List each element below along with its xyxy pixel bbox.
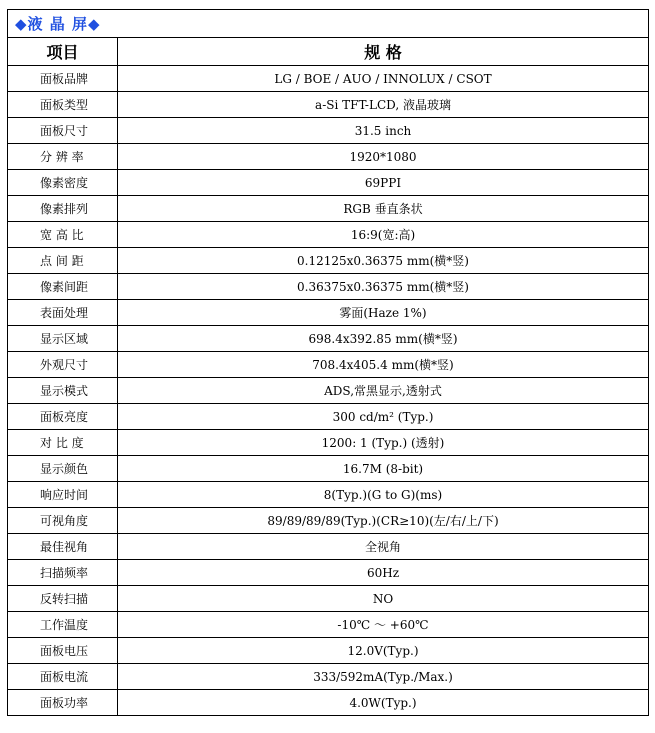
- table-row: [8, 690, 649, 716]
- spec-value: 16:9(宽:高): [118, 222, 649, 248]
- spec-label: 对 比 度: [8, 430, 118, 456]
- table-row: [8, 664, 649, 690]
- spec-value: 0.36375x0.36375 mm(横*竖): [118, 274, 649, 300]
- spec-value: 16.7M (8-bit): [118, 456, 649, 482]
- spec-value: 1920*1080: [118, 144, 649, 170]
- spec-value: 全视角: [118, 534, 649, 560]
- spec-value: 8(Typ.)(G to G)(ms): [118, 482, 649, 508]
- spec-label: 表面处理: [8, 300, 118, 326]
- table-row: [8, 586, 649, 612]
- spec-label: 面板品牌: [8, 66, 118, 92]
- spec-value: 0.12125x0.36375 mm(横*竖): [118, 248, 649, 274]
- spec-label: 面板功率: [8, 690, 118, 716]
- header-item: 项目: [8, 38, 118, 66]
- spec-value: 60Hz: [118, 560, 649, 586]
- spec-label: 显示模式: [8, 378, 118, 404]
- table-row: [8, 508, 649, 534]
- spec-label: 可视角度: [8, 508, 118, 534]
- spec-value: 12.0V(Typ.): [118, 638, 649, 664]
- spec-label: 宽 高 比: [8, 222, 118, 248]
- spec-label: 面板电压: [8, 638, 118, 664]
- spec-label: 工作温度: [8, 612, 118, 638]
- spec-value: 698.4x392.85 mm(横*竖): [118, 326, 649, 352]
- spec-value: 708.4x405.4 mm(横*竖): [118, 352, 649, 378]
- spec-value: 89/89/89/89(Typ.)(CR≥10)(左/右/上/下): [118, 508, 649, 534]
- table-row: [8, 404, 649, 430]
- spec-label: 分 辨 率: [8, 144, 118, 170]
- table-row: [8, 326, 649, 352]
- section-title-row: [8, 10, 649, 38]
- spec-label: 点 间 距: [8, 248, 118, 274]
- spec-label: 显示区域: [8, 326, 118, 352]
- spec-label: 像素排列: [8, 196, 118, 222]
- spec-value: 300 cd/m² (Typ.): [118, 404, 649, 430]
- spec-value: 69PPI: [118, 170, 649, 196]
- section-title: ◆液 晶 屏◆: [8, 10, 649, 38]
- table-row: [8, 170, 649, 196]
- table-row: [8, 638, 649, 664]
- spec-label: 最佳视角: [8, 534, 118, 560]
- spec-label: 扫描频率: [8, 560, 118, 586]
- spec-value: 31.5 inch: [118, 118, 649, 144]
- table-row: [8, 196, 649, 222]
- table-row: [8, 560, 649, 586]
- table-row: [8, 378, 649, 404]
- spec-label: 外观尺寸: [8, 352, 118, 378]
- spec-value: RGB 垂直条状: [118, 196, 649, 222]
- spec-label: 面板尺寸: [8, 118, 118, 144]
- spec-label: 面板类型: [8, 92, 118, 118]
- table-header-row: [8, 38, 649, 66]
- spec-value: -10℃ ～ +60℃: [118, 612, 649, 638]
- table-row: [8, 612, 649, 638]
- table-row: [8, 300, 649, 326]
- table-row: [8, 534, 649, 560]
- header-spec: 规 格: [118, 38, 649, 66]
- spec-value: a-Si TFT-LCD, 液晶玻璃: [118, 92, 649, 118]
- spec-label: 响应时间: [8, 482, 118, 508]
- spec-value: ADS,常黑显示,透射式: [118, 378, 649, 404]
- spec-value: 333/592mA(Typ./Max.): [118, 664, 649, 690]
- spec-value: 4.0W(Typ.): [118, 690, 649, 716]
- table-row: [8, 222, 649, 248]
- table-row: [8, 274, 649, 300]
- table-row: [8, 430, 649, 456]
- spec-label: 面板亮度: [8, 404, 118, 430]
- spec-label: 面板电流: [8, 664, 118, 690]
- spec-label: 像素密度: [8, 170, 118, 196]
- spec-value: 1200: 1 (Typ.) (透射): [118, 430, 649, 456]
- lcd-spec-table: [7, 9, 649, 716]
- spec-label: 反转扫描: [8, 586, 118, 612]
- spec-value: LG / BOE / AUO / INNOLUX / CSOT: [118, 66, 649, 92]
- table-row: [8, 66, 649, 92]
- table-row: [8, 92, 649, 118]
- spec-label: 显示颜色: [8, 456, 118, 482]
- table-row: [8, 352, 649, 378]
- table-row: [8, 144, 649, 170]
- table-row: [8, 456, 649, 482]
- table-row: [8, 482, 649, 508]
- spec-value: 雾面(Haze 1%): [118, 300, 649, 326]
- table-row: [8, 248, 649, 274]
- spec-label: 像素间距: [8, 274, 118, 300]
- spec-value: NO: [118, 586, 649, 612]
- table-row: [8, 118, 649, 144]
